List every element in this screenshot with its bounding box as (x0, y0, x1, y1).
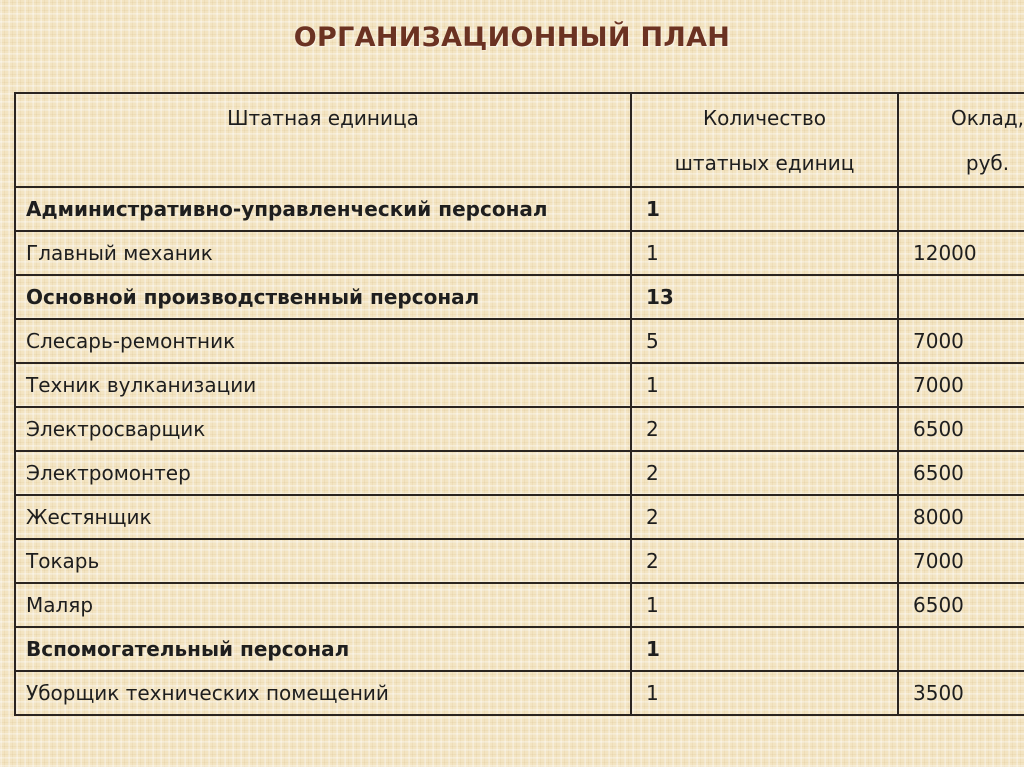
salary-cell (898, 187, 1024, 231)
table-row (15, 319, 1024, 363)
header-quantity-line2: штатных единиц (674, 151, 855, 175)
header-salary (898, 93, 1024, 187)
quantity-cell: 1 (631, 627, 898, 671)
staff-unit-cell: Жестянщик (15, 495, 631, 539)
staff-unit-cell: Основной производственный персонал (15, 275, 631, 319)
quantity-cell: 2 (631, 495, 898, 539)
staff-unit-cell: Вспомогательный персонал (15, 627, 631, 671)
salary-cell (898, 627, 1024, 671)
quantity-cell: 1 (631, 671, 898, 715)
salary-cell: 6500 (898, 583, 1024, 627)
table-row (15, 495, 1024, 539)
staff-unit-cell: Слесарь-ремонтник (15, 319, 631, 363)
staff-unit-cell: Маляр (15, 583, 631, 627)
header-salary-line1: Оклад, (950, 106, 1024, 130)
quantity-cell: 5 (631, 319, 898, 363)
quantity-cell: 2 (631, 451, 898, 495)
quantity-cell: 1 (631, 187, 898, 231)
staff-unit-cell: Электросварщик (15, 407, 631, 451)
staff-unit-cell: Уборщик технических помещений (15, 671, 631, 715)
quantity-cell: 1 (631, 363, 898, 407)
header-staff-unit (15, 93, 631, 187)
header-quantity (631, 93, 898, 187)
table-row (15, 231, 1024, 275)
table-group-row (15, 275, 1024, 319)
table-header-row (15, 93, 1024, 187)
salary-cell: 7000 (898, 539, 1024, 583)
quantity-cell: 2 (631, 407, 898, 451)
table-row (15, 363, 1024, 407)
quantity-cell: 2 (631, 539, 898, 583)
quantity-cell: 1 (631, 231, 898, 275)
staff-unit-cell: Токарь (15, 539, 631, 583)
salary-cell: 7000 (898, 363, 1024, 407)
staff-unit-cell: Административно-управленческий персонал (15, 187, 631, 231)
salary-cell: 6500 (898, 407, 1024, 451)
page-title: ОРГАНИЗАЦИОННЫЙ ПЛАН (293, 22, 731, 53)
header-staff-unit-label: Штатная единица (227, 106, 419, 130)
table-body (15, 187, 1024, 715)
table-row (15, 539, 1024, 583)
staff-unit-cell: Техник вулканизации (15, 363, 631, 407)
table-row (15, 451, 1024, 495)
salary-cell: 8000 (898, 495, 1024, 539)
staff-unit-cell: Главный механик (15, 231, 631, 275)
table-row (15, 583, 1024, 627)
table-row (15, 671, 1024, 715)
header-salary-line2: руб. (965, 151, 1010, 175)
quantity-cell: 13 (631, 275, 898, 319)
salary-cell: 12000 (898, 231, 1024, 275)
salary-cell: 6500 (898, 451, 1024, 495)
salary-cell (898, 275, 1024, 319)
table-row (15, 407, 1024, 451)
salary-cell: 3500 (898, 671, 1024, 715)
header-quantity-line1: Количество (702, 106, 826, 130)
table-group-row (15, 627, 1024, 671)
salary-cell: 7000 (898, 319, 1024, 363)
staff-unit-cell: Электромонтер (15, 451, 631, 495)
staff-table (14, 92, 1024, 716)
table-group-row (15, 187, 1024, 231)
quantity-cell: 1 (631, 583, 898, 627)
